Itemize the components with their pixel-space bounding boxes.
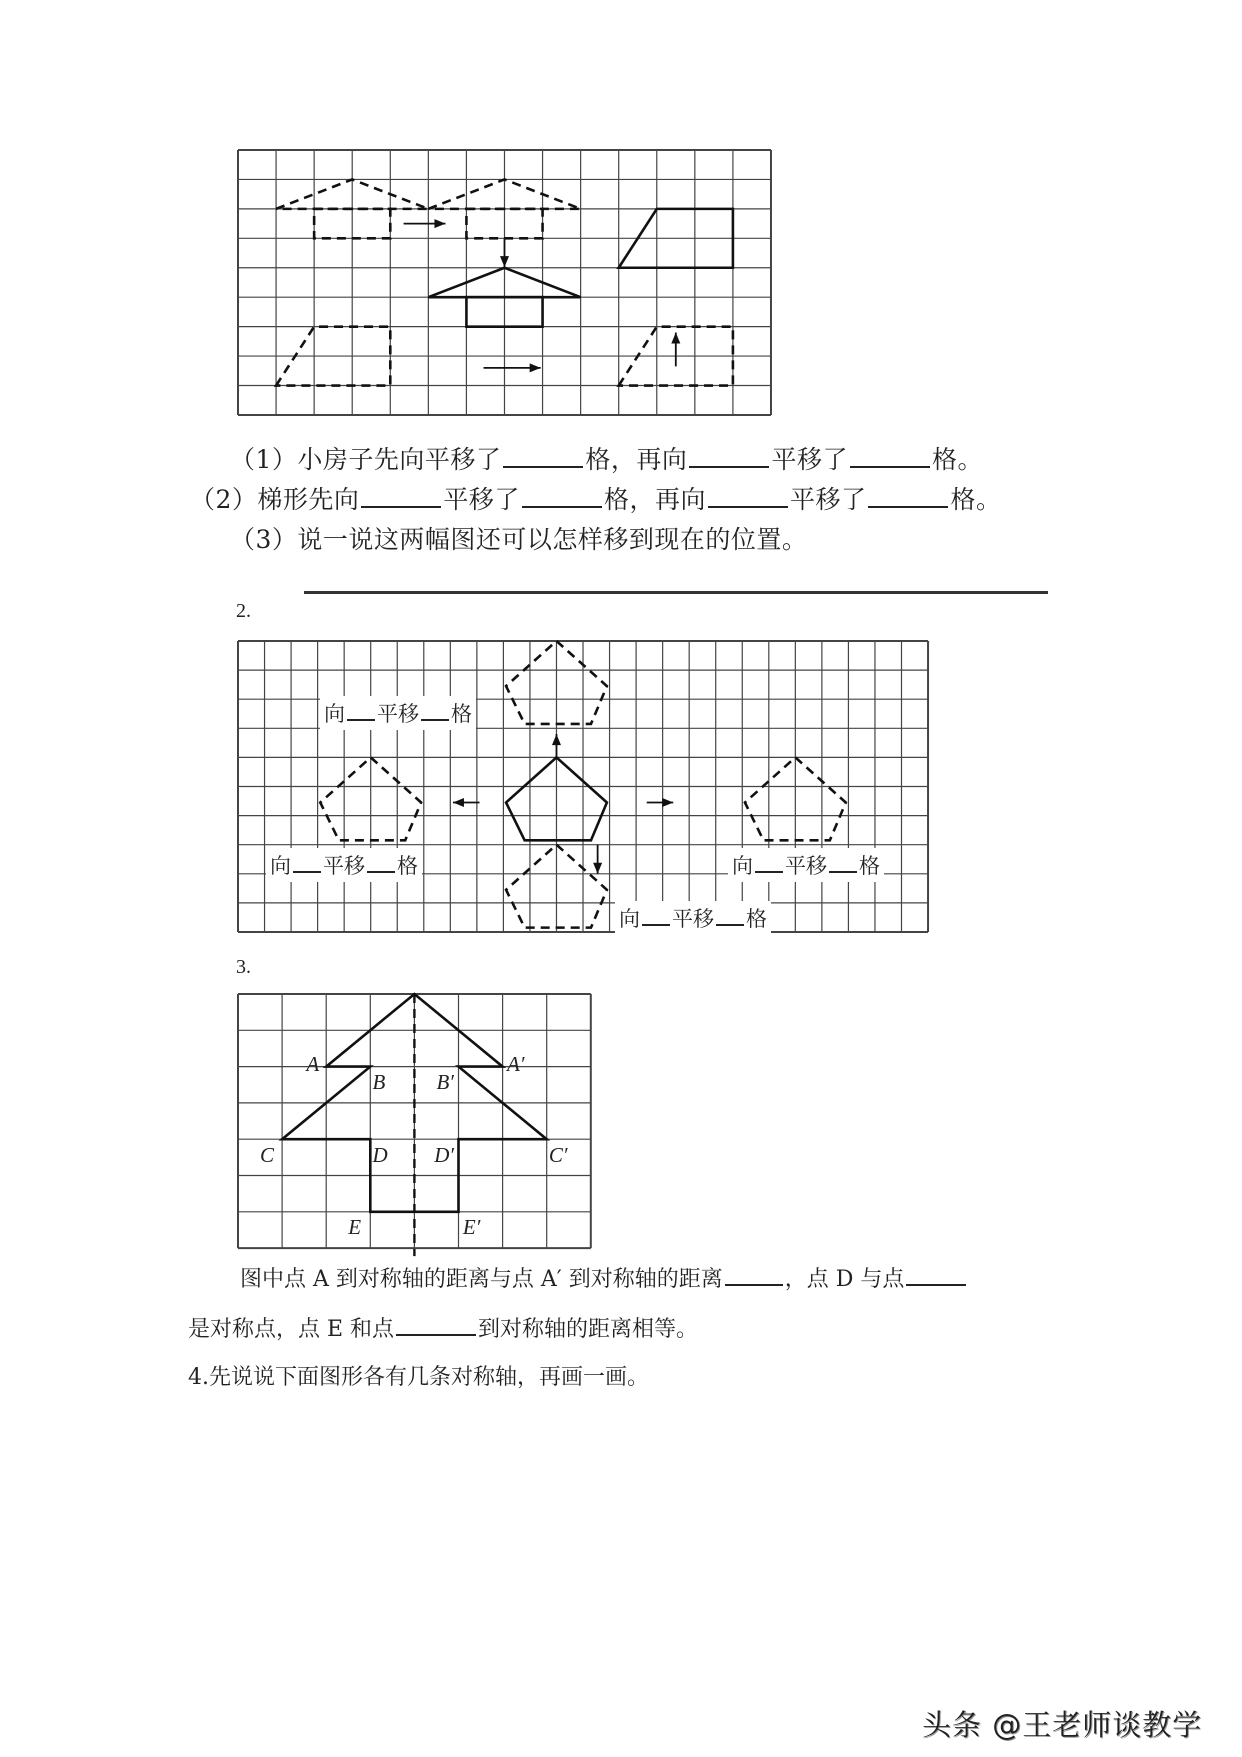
translation-label-bottom: 向 平移 格: [615, 901, 771, 935]
problem1-q3: （3）说一说这两幅图还可以怎样移到现在的位置。: [230, 525, 808, 554]
problem2-number: 2.: [236, 600, 251, 622]
translation-label-right: 向 平移 格: [728, 848, 884, 882]
point-label-e: E: [348, 1215, 362, 1240]
watermark: 头条 @王老师谈教学: [922, 1708, 1203, 1742]
point-label-d: D: [372, 1142, 388, 1167]
point-label-b2: B′: [436, 1070, 454, 1095]
problem3-line2: 是对称点，点 E 和点 到对称轴的距离相等。: [188, 1317, 699, 1342]
translation-label-top: 向 平移 格: [320, 696, 476, 730]
point-label-b: B: [372, 1070, 386, 1095]
point-label-a: A: [306, 1052, 320, 1077]
point-label-c: C: [260, 1142, 275, 1167]
point-label-a2: A′: [507, 1052, 525, 1077]
problem3-number: 3.: [236, 956, 251, 978]
answer-blank[interactable]: [396, 1316, 476, 1336]
problem1-q2: （2）梯形先向 平移了 格，再向 平移了 格。: [190, 485, 1002, 514]
answer-blank[interactable]: [906, 1266, 966, 1286]
problem1-q1: （1）小房子先向平移了 格，再向 平移了 格。: [230, 445, 983, 474]
point-label-c2: C′: [548, 1142, 568, 1167]
translation-label-left: 向 平移 格: [266, 848, 422, 882]
problem3-line1: 图中点 A 到对称轴的距离与点 A′ 到对称轴的距离 ，点 D 与点: [240, 1262, 968, 1293]
point-label-e2: E′: [462, 1215, 481, 1240]
point-label-d2: D′: [434, 1142, 454, 1167]
answer-blank[interactable]: [725, 1266, 783, 1286]
problem4-text: 4.先说说下面图形各有几条对称轴，再画一画。: [188, 1365, 649, 1390]
